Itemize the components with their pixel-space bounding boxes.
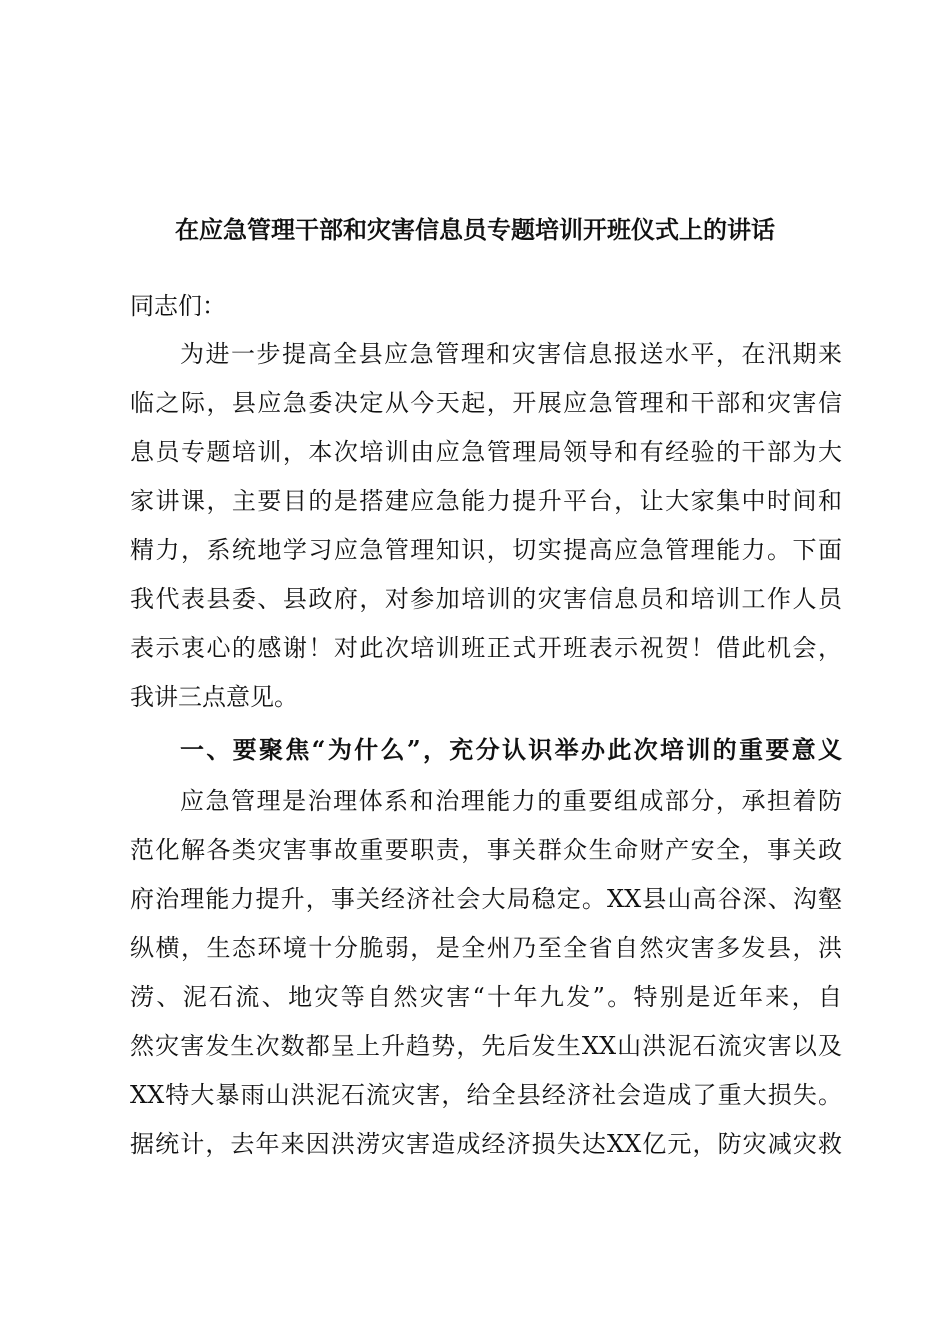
paragraph-2-line: 据统计，去年来因洪涝灾害造成经济损失达XX亿元，防灾减灾救 [130, 1130, 842, 1158]
paragraph-2-line: 应急管理是治理体系和治理能力的重要组成部分，承担着防 [180, 787, 842, 815]
paragraph-2-line: 纵横，生态环境十分脆弱，是全州乃至全省自然灾害多发县，洪 [130, 934, 842, 962]
paragraph-2-line: 府治理能力提升，事关经济社会大局稳定。XX县山高谷深、沟壑 [130, 885, 842, 913]
paragraph-1-line: 为进一步提高全县应急管理和灾害信息报送水平，在汛期来 [180, 340, 842, 368]
paragraph-2-line: XX特大暴雨山洪泥石流灾害，给全县经济社会造成了重大损失。 [130, 1081, 842, 1109]
paragraph-2-line: 然灾害发生次数都呈上升趋势，先后发生XX山洪泥石流灾害以及 [130, 1032, 842, 1060]
section-1-heading: 一、要聚焦“为什么”，充分认识举办此次培训的重要意义 [180, 735, 842, 764]
paragraph-1-line: 临之际，县应急委决定从今天起，开展应急管理和干部和灾害信 [130, 389, 842, 417]
salutation: 同志们： [130, 292, 226, 320]
paragraph-2-line: 范化解各类灾害事故重要职责，事关群众生命财产安全，事关政 [130, 836, 842, 864]
paragraph-1-line: 精力，系统地学习应急管理知识，切实提高应急管理能力。下面 [130, 536, 842, 564]
paragraph-1-line: 表示衷心的感谢！对此次培训班正式开班表示祝贺！借此机会， [130, 634, 842, 662]
paragraph-1-line: 我讲三点意见。 [130, 683, 298, 711]
paragraph-1-line: 我代表县委、县政府，对参加培训的灾害信息员和培训工作人员 [130, 585, 842, 613]
document-title: 在应急管理干部和灾害信息员专题培训开班仪式上的讲话 [175, 215, 775, 244]
paragraph-1-line: 家讲课，主要目的是搭建应急能力提升平台，让大家集中时间和 [130, 487, 842, 515]
paragraph-2-line: 涝、泥石流、地灾等自然灾害“十年九发”。特别是近年来，自 [130, 983, 842, 1011]
paragraph-1-line: 息员专题培训，本次培训由应急管理局领导和有经验的干部为大 [130, 438, 842, 466]
